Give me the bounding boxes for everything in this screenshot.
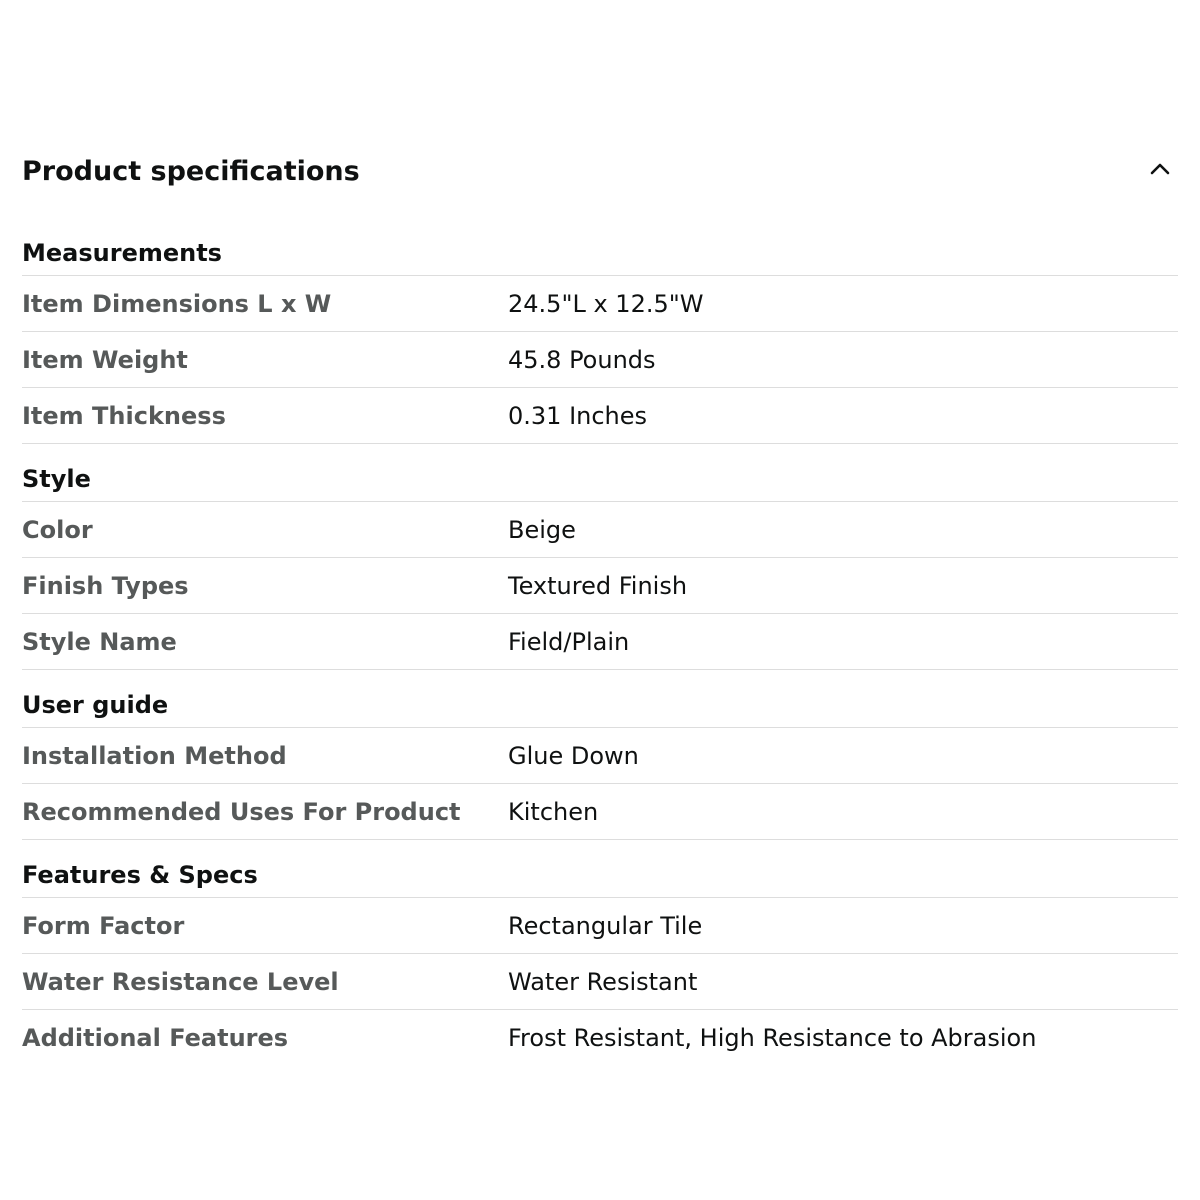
spec-row	[22, 276, 1178, 332]
spec-label: Form Factor	[22, 911, 185, 940]
panel-header[interactable]	[22, 150, 1178, 200]
collapse-button[interactable]	[1142, 150, 1178, 186]
spec-value: Beige	[508, 515, 576, 544]
spec-row	[22, 388, 1178, 444]
section-measurements	[22, 230, 1178, 444]
spec-label: Recommended Uses For Product	[22, 797, 461, 826]
spec-label: Item Weight	[22, 345, 188, 374]
spec-row	[22, 614, 1178, 670]
spec-row	[22, 898, 1178, 954]
spec-label: Installation Method	[22, 741, 287, 770]
section-heading: User guide	[22, 670, 1178, 728]
spec-value: 24.5"L x 12.5"W	[508, 289, 704, 318]
spec-label: Item Thickness	[22, 401, 226, 430]
panel-title: Product specifications	[22, 156, 360, 187]
spec-value: Field/Plain	[508, 627, 630, 656]
spec-row	[22, 1010, 1178, 1066]
spec-value: Glue Down	[508, 741, 639, 770]
spec-label: Style Name	[22, 627, 177, 656]
section-heading: Features & Specs	[22, 840, 1178, 898]
spec-row	[22, 558, 1178, 614]
spec-label: Color	[22, 515, 93, 544]
section-heading: Style	[22, 444, 1178, 502]
section-style	[22, 444, 1178, 670]
spec-value: Textured Finish	[508, 571, 688, 600]
spec-value: 45.8 Pounds	[508, 345, 656, 374]
spec-value: 0.31 Inches	[508, 401, 648, 430]
spec-label: Additional Features	[22, 1024, 289, 1052]
chevron-up-icon	[1149, 161, 1171, 175]
spec-sections	[22, 230, 1178, 1066]
spec-row	[22, 728, 1178, 784]
spec-label: Item Dimensions L x W	[22, 289, 332, 318]
section-user-guide	[22, 670, 1178, 840]
spec-row	[22, 502, 1178, 558]
product-specifications-panel	[22, 150, 1178, 1066]
spec-row	[22, 332, 1178, 388]
spec-label: Water Resistance Level	[22, 967, 339, 996]
section-features-specs	[22, 840, 1178, 1066]
spec-row	[22, 784, 1178, 840]
spec-value: Rectangular Tile	[508, 911, 703, 940]
section-heading: Measurements	[22, 230, 1178, 276]
spec-value: Frost Resistant, High Resistance to Abrasion	[508, 1024, 1037, 1052]
spec-label: Finish Types	[22, 571, 189, 600]
spec-value: Kitchen	[508, 797, 599, 826]
spec-value: Water Resistant	[508, 967, 698, 996]
spec-row	[22, 954, 1178, 1010]
